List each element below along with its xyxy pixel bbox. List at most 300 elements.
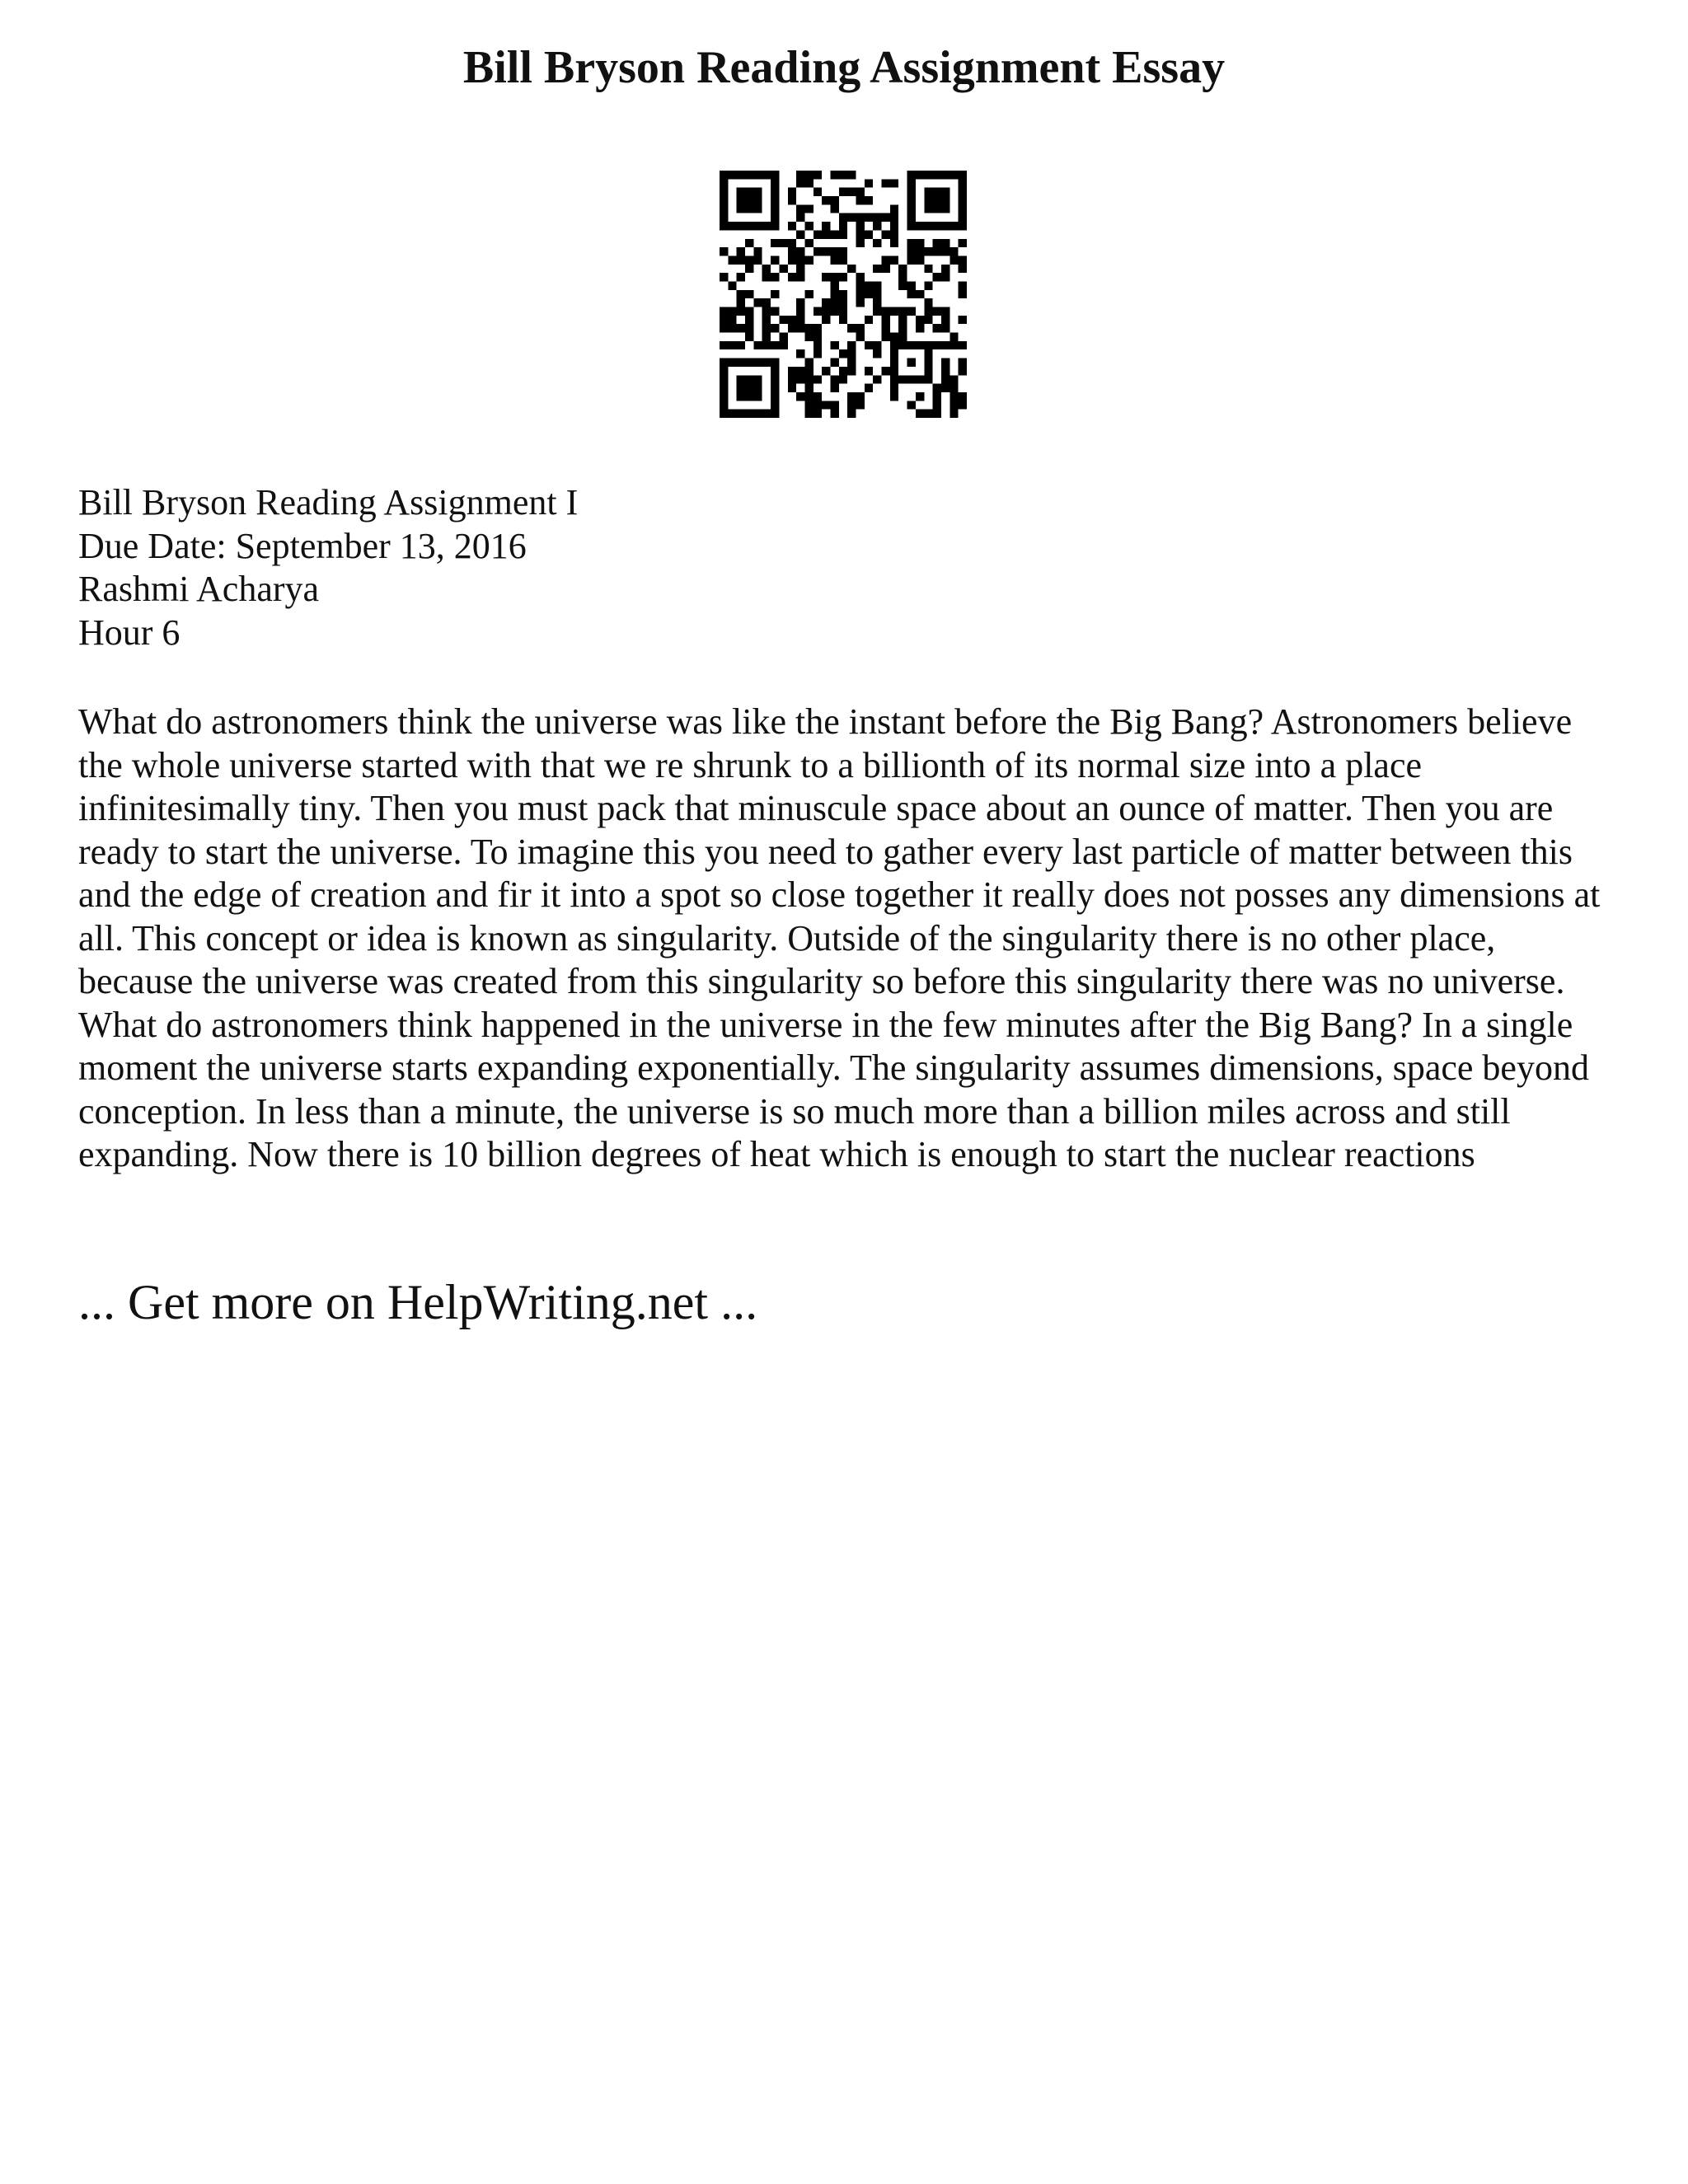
- qr-module: [959, 179, 967, 187]
- qr-module: [745, 359, 753, 367]
- qr-module: [847, 324, 856, 332]
- qr-module: [873, 290, 881, 298]
- qr-module: [796, 247, 804, 255]
- qr-module: [745, 239, 753, 247]
- qr-module: [856, 290, 865, 298]
- qr-module: [847, 359, 856, 367]
- qr-module: [898, 316, 907, 324]
- qr-module: [907, 290, 916, 298]
- qr-module: [779, 316, 787, 324]
- qr-module: [907, 307, 916, 316]
- qr-module: [745, 384, 753, 392]
- qr-module: [873, 341, 881, 349]
- qr-module: [788, 375, 796, 383]
- qr-module: [796, 316, 804, 324]
- qr-module: [924, 188, 932, 196]
- qr-module: [779, 341, 787, 349]
- qr-module: [959, 367, 967, 375]
- qr-module: [753, 188, 762, 196]
- qr-module: [796, 230, 804, 238]
- qr-module: [890, 367, 898, 375]
- qr-module: [737, 410, 745, 418]
- qr-module: [728, 171, 736, 179]
- qr-module: [830, 290, 838, 298]
- qr-module: [762, 316, 771, 324]
- qr-module: [745, 392, 753, 401]
- qr-module: [830, 384, 838, 392]
- qr-module: [814, 188, 822, 196]
- qr-module: [856, 392, 865, 401]
- qr-module: [898, 265, 907, 273]
- qr-module: [890, 392, 898, 401]
- qr-module: [788, 188, 796, 196]
- qr-module: [924, 316, 932, 324]
- qr-module: [933, 410, 941, 418]
- qr-module: [762, 359, 771, 367]
- qr-module: [856, 196, 865, 204]
- qr-module: [720, 273, 728, 281]
- qr-module: [856, 401, 865, 409]
- qr-code-graphic: [720, 171, 967, 418]
- qr-module: [873, 213, 881, 222]
- qr-module: [933, 196, 941, 204]
- qr-module: [804, 324, 813, 332]
- qr-module: [762, 171, 771, 179]
- qr-module: [890, 307, 898, 316]
- qr-module: [907, 196, 916, 204]
- qr-module: [933, 188, 941, 196]
- qr-module: [771, 324, 779, 332]
- qr-module: [839, 375, 847, 383]
- qr-module: [762, 273, 771, 281]
- qr-module: [762, 333, 771, 341]
- qr-module: [753, 171, 762, 179]
- qr-module: [822, 196, 830, 204]
- qr-module: [753, 375, 762, 383]
- qr-module: [814, 247, 822, 255]
- qr-module: [916, 316, 924, 324]
- qr-module: [779, 333, 787, 341]
- qr-module: [941, 359, 950, 367]
- qr-module: [924, 281, 932, 289]
- qr-module: [753, 255, 762, 264]
- qr-module: [814, 349, 822, 358]
- qr-module: [771, 239, 779, 247]
- qr-module: [796, 307, 804, 316]
- qr-module: [737, 359, 745, 367]
- qr-module: [771, 392, 779, 401]
- qr-module: [771, 204, 779, 213]
- author-name: Rashmi Acharya: [78, 569, 320, 609]
- qr-module: [788, 367, 796, 375]
- qr-module: [728, 307, 736, 316]
- qr-module: [796, 204, 804, 213]
- qr-module: [745, 265, 753, 273]
- qr-module: [890, 255, 898, 264]
- qr-module: [830, 298, 838, 307]
- qr-module: [890, 359, 898, 367]
- qr-module: [720, 341, 728, 349]
- qr-module: [933, 341, 941, 349]
- qr-module: [873, 239, 881, 247]
- qr-module: [924, 375, 932, 383]
- qr-module: [959, 265, 967, 273]
- qr-module: [804, 290, 813, 298]
- qr-module: [762, 222, 771, 230]
- qr-module: [839, 213, 847, 222]
- qr-module: [753, 196, 762, 204]
- qr-module: [847, 341, 856, 349]
- qr-module: [788, 273, 796, 281]
- qr-module: [890, 341, 898, 349]
- qr-module: [907, 255, 916, 264]
- qr-module: [898, 273, 907, 281]
- qr-module: [959, 255, 967, 264]
- qr-module: [771, 222, 779, 230]
- qr-module: [745, 333, 753, 341]
- qr-module: [865, 290, 873, 298]
- qr-module: [737, 255, 745, 264]
- qr-module: [788, 384, 796, 392]
- qr-module: [882, 265, 890, 273]
- qr-module: [890, 349, 898, 358]
- qr-module: [771, 255, 779, 264]
- qr-module: [814, 401, 822, 409]
- qr-module: [856, 188, 865, 196]
- qr-module: [924, 196, 932, 204]
- qr-module: [796, 273, 804, 281]
- qr-module: [941, 222, 950, 230]
- qr-module: [882, 367, 890, 375]
- qr-module: [745, 324, 753, 332]
- qr-module: [830, 410, 838, 418]
- qr-module: [907, 188, 916, 196]
- qr-module: [788, 196, 796, 204]
- qr-module: [873, 375, 881, 383]
- qr-module: [941, 171, 950, 179]
- qr-module: [950, 255, 958, 264]
- qr-module: [796, 298, 804, 307]
- qr-module: [856, 298, 865, 307]
- qr-module: [959, 222, 967, 230]
- qr-module: [847, 171, 856, 179]
- qr-module: [804, 367, 813, 375]
- qr-module: [796, 367, 804, 375]
- qr-module: [907, 341, 916, 349]
- qr-module: [728, 324, 736, 332]
- qr-module: [950, 384, 958, 392]
- qr-module: [771, 273, 779, 281]
- qr-module: [796, 213, 804, 222]
- qr-module: [941, 273, 950, 281]
- qr-module: [847, 401, 856, 409]
- qr-module: [839, 222, 847, 230]
- qr-module: [745, 196, 753, 204]
- qr-module: [907, 247, 916, 255]
- qr-module: [950, 410, 958, 418]
- qr-module: [933, 204, 941, 213]
- qr-module: [796, 349, 804, 358]
- qr-module: [822, 222, 830, 230]
- qr-module: [762, 265, 771, 273]
- qr-module: [762, 298, 771, 307]
- qr-module: [933, 222, 941, 230]
- qr-module: [890, 384, 898, 392]
- qr-module: [924, 222, 932, 230]
- qr-module: [916, 222, 924, 230]
- qr-module: [737, 290, 745, 298]
- qr-module: [728, 222, 736, 230]
- qr-module: [788, 222, 796, 230]
- qr-module: [788, 247, 796, 255]
- qr-module: [847, 392, 856, 401]
- qr-module: [771, 341, 779, 349]
- qr-module: [959, 281, 967, 289]
- qr-module: [856, 281, 865, 289]
- qr-module: [959, 316, 967, 324]
- qr-module: [720, 316, 728, 324]
- qr-module: [720, 367, 728, 375]
- qr-module: [873, 349, 881, 358]
- qr-module: [762, 307, 771, 316]
- qr-module: [814, 392, 822, 401]
- qr-module: [753, 204, 762, 213]
- qr-module: [856, 333, 865, 341]
- qr-module: [865, 341, 873, 349]
- qr-module: [804, 401, 813, 409]
- qr-module: [839, 349, 847, 358]
- get-more-link[interactable]: ... Get more on HelpWriting.net ...: [78, 1275, 758, 1329]
- qr-module: [959, 213, 967, 222]
- qr-module: [830, 307, 838, 316]
- qr-module: [728, 281, 736, 289]
- qr-module: [873, 281, 881, 289]
- qr-module: [933, 384, 941, 392]
- qr-module: [745, 222, 753, 230]
- qr-module: [771, 213, 779, 222]
- qr-module: [814, 171, 822, 179]
- qr-module: [890, 230, 898, 238]
- qr-module: [804, 333, 813, 341]
- qr-module: [720, 375, 728, 383]
- qr-module: [796, 171, 804, 179]
- qr-module: [771, 179, 779, 187]
- qr-module: [847, 188, 856, 196]
- qr-module: [737, 273, 745, 281]
- qr-module: [924, 341, 932, 349]
- qr-module: [737, 375, 745, 383]
- qr-module: [720, 324, 728, 332]
- qr-module: [950, 222, 958, 230]
- qr-module: [950, 341, 958, 349]
- qr-module: [865, 230, 873, 238]
- qr-module: [950, 392, 958, 401]
- qr-module: [916, 239, 924, 247]
- qr-module: [720, 410, 728, 418]
- qr-module: [720, 213, 728, 222]
- qr-module: [959, 401, 967, 409]
- qr-module: [796, 179, 804, 187]
- qr-module: [959, 392, 967, 401]
- qr-module: [796, 375, 804, 383]
- qr-module: [814, 307, 822, 316]
- qr-module: [839, 255, 847, 264]
- qr-module: [822, 401, 830, 409]
- due-date: Due Date: September 13, 2016: [78, 525, 527, 566]
- qr-module: [941, 375, 950, 383]
- qr-module: [924, 265, 932, 273]
- qr-module: [822, 273, 830, 281]
- qr-module: [941, 188, 950, 196]
- qr-module: [907, 171, 916, 179]
- qr-module: [941, 384, 950, 392]
- qr-module: [720, 359, 728, 367]
- qr-module: [933, 247, 941, 255]
- qr-module: [728, 359, 736, 367]
- qr-module: [796, 392, 804, 401]
- qr-module: [788, 324, 796, 332]
- qr-module: [804, 410, 813, 418]
- qr-module: [728, 410, 736, 418]
- qr-module: [804, 204, 813, 213]
- qr-module: [907, 401, 916, 409]
- qr-module: [941, 307, 950, 316]
- qr-module: [847, 410, 856, 418]
- qr-module: [847, 213, 856, 222]
- essay-body: [78, 701, 1611, 1177]
- qr-module: [898, 375, 907, 383]
- qr-module: [873, 298, 881, 307]
- qr-module: [771, 307, 779, 316]
- qr-module: [728, 255, 736, 264]
- qr-module: [737, 171, 745, 179]
- qr-module: [814, 324, 822, 332]
- qr-module: [788, 316, 796, 324]
- qr-module: [839, 273, 847, 281]
- qr-module: [830, 281, 838, 289]
- qr-module: [804, 375, 813, 383]
- qr-module: [788, 239, 796, 247]
- qr-module: [804, 255, 813, 264]
- qr-module: [804, 359, 813, 367]
- qr-module: [737, 392, 745, 401]
- qr-module: [856, 239, 865, 247]
- qr-module: [814, 410, 822, 418]
- qr-module: [924, 298, 932, 307]
- qr-module: [950, 375, 958, 383]
- qr-module: [933, 392, 941, 401]
- qr-module: [847, 367, 856, 375]
- class-hour: Hour 6: [78, 612, 181, 653]
- qr-module: [753, 341, 762, 349]
- qr-module: [916, 410, 924, 418]
- qr-module: [737, 204, 745, 213]
- paragraph-1: What do astronomers think the universe was like the instant before the Big Bang? Astronomers believe the whole universe started with that we re shrunk to a billionth of its normal size into a place infinitesimally tiny. Then you must pack that minuscule space about an ounce of matter. Then you are ready to start the universe. To imagine this you need to gather every last particle of matter between this and the edge of creation and fir it into a spot so close together it really does not posses any dimensions at all. This concept or idea is known as singularity. Outside of the singularity there is no other place, because the universe was created from this singularity so before this singularity there was no universe.: [78, 701, 1601, 1001]
- qr-module: [779, 265, 787, 273]
- qr-module: [830, 171, 838, 179]
- qr-module: [941, 265, 950, 273]
- qr-module: [804, 179, 813, 187]
- qr-module: [950, 247, 958, 255]
- qr-module: [907, 281, 916, 289]
- qr-module: [882, 333, 890, 341]
- qr-module: [822, 367, 830, 375]
- qr-module: [959, 290, 967, 298]
- qr-module: [745, 171, 753, 179]
- qr-module: [762, 410, 771, 418]
- qr-module: [822, 298, 830, 307]
- qr-module: [804, 392, 813, 401]
- qr-module: [950, 171, 958, 179]
- qr-module: [720, 222, 728, 230]
- qr-module: [898, 307, 907, 316]
- qr-module: [916, 255, 924, 264]
- qr-module: [924, 171, 932, 179]
- qr-module: [839, 307, 847, 316]
- qr-module: [830, 255, 838, 264]
- qr-module: [898, 324, 907, 332]
- qr-module: [907, 375, 916, 383]
- qr-module: [916, 375, 924, 383]
- qr-module: [745, 204, 753, 213]
- qr-module: [933, 324, 941, 332]
- qr-module: [907, 222, 916, 230]
- qr-module: [788, 255, 796, 264]
- qr-module: [745, 255, 753, 264]
- qr-module: [856, 222, 865, 230]
- qr-module: [830, 375, 838, 383]
- qr-module: [933, 307, 941, 316]
- qr-module: [728, 341, 736, 349]
- qr-module: [907, 213, 916, 222]
- qr-module: [856, 213, 865, 222]
- qr-module: [720, 179, 728, 187]
- qr-module: [933, 239, 941, 247]
- qr-module: [959, 188, 967, 196]
- qr-module: [924, 349, 932, 358]
- qr-module: [882, 255, 890, 264]
- qr-module: [771, 171, 779, 179]
- qr-module: [882, 324, 890, 332]
- qr-module: [745, 316, 753, 324]
- qr-module: [822, 307, 830, 316]
- qr-module: [720, 196, 728, 204]
- qr-module: [753, 222, 762, 230]
- qr-module: [779, 239, 787, 247]
- qr-module: [771, 410, 779, 418]
- qr-module: [882, 230, 890, 238]
- qr-module: [890, 213, 898, 222]
- qr-module: [753, 359, 762, 367]
- qr-module: [950, 333, 958, 341]
- qr-module: [882, 316, 890, 324]
- qr-module: [814, 375, 822, 383]
- qr-module: [737, 307, 745, 316]
- qr-module: [771, 188, 779, 196]
- qr-module: [830, 359, 838, 367]
- qr-module: [907, 179, 916, 187]
- qr-module: [847, 349, 856, 358]
- qr-module: [941, 204, 950, 213]
- qr-module: [814, 333, 822, 341]
- qr-module: [865, 179, 873, 187]
- qr-module: [941, 196, 950, 204]
- qr-module: [856, 230, 865, 238]
- qr-module: [950, 401, 958, 409]
- qr-module: [873, 265, 881, 273]
- qr-module: [737, 324, 745, 332]
- qr-module: [737, 298, 745, 307]
